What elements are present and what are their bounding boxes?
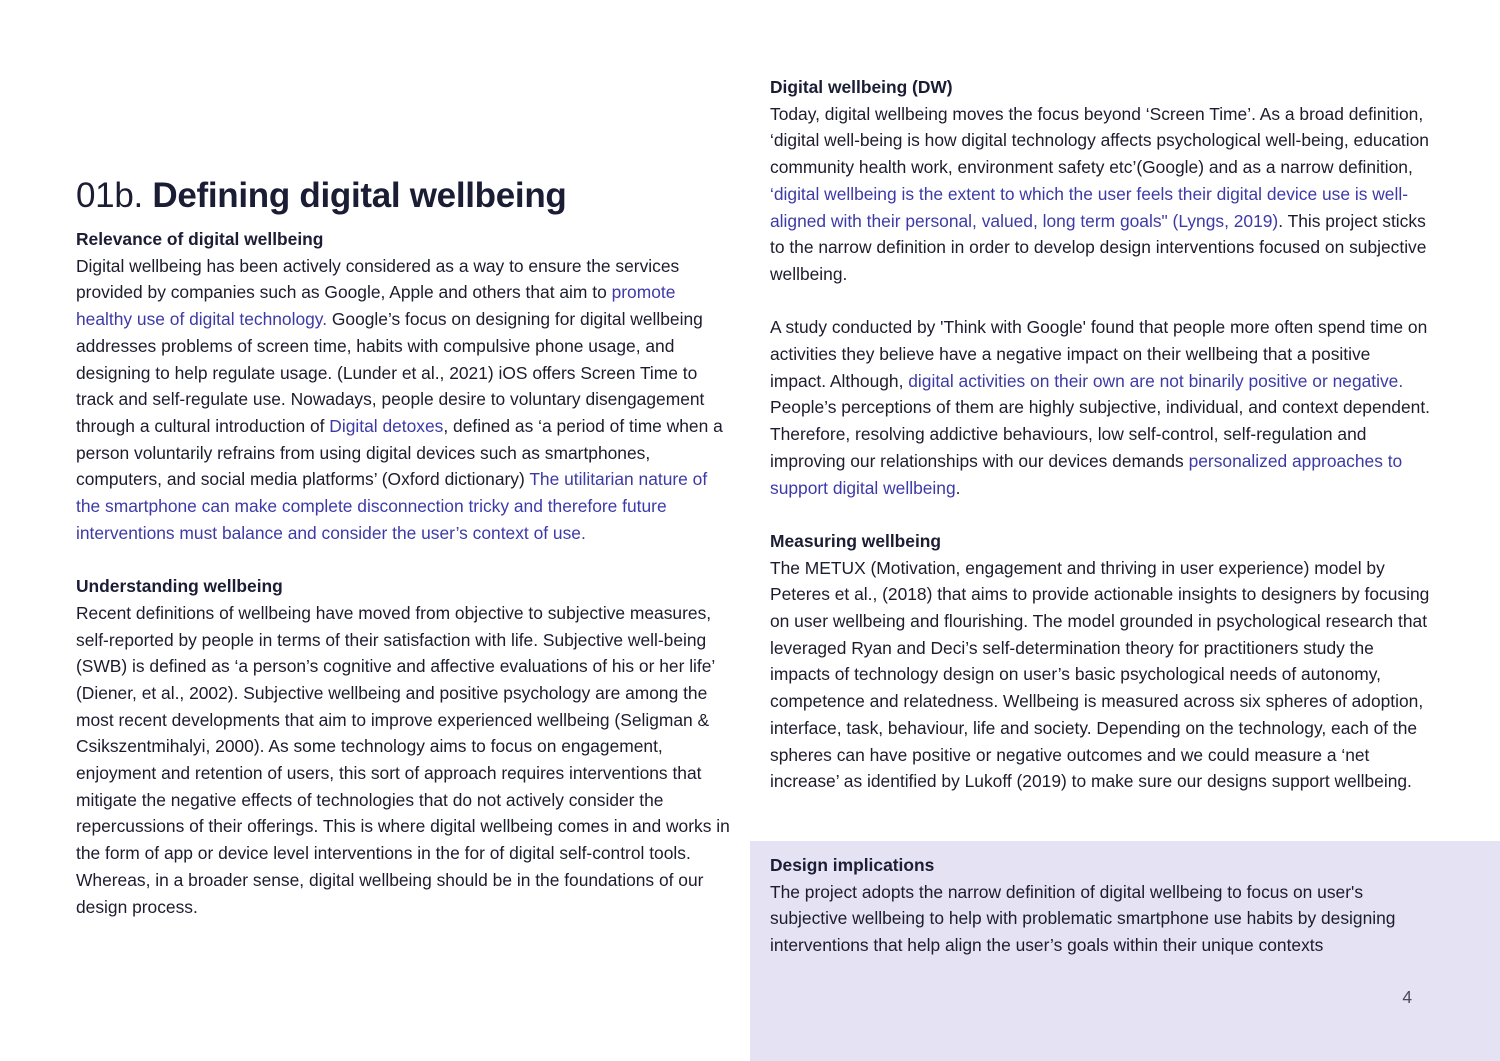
implications-paragraph: The project adopts the narrow definition of digital wellbeing to focus on user's subjective wellbeing to help with problematic smartphone use habits by designing interventions that help align the user’s goals within their unique contexts [770,881,1396,956]
relevance-paragraph [76,253,736,547]
design-implications-panel [750,841,1500,1061]
section-number: 01b. [76,176,143,215]
relevance-text-3: , defined as ‘a period of time when a person voluntarily refrains from using digital devices such as smartphones, computers, and social media platforms’ (Oxford dictionary) [76,415,723,490]
dw-paragraph [770,101,1430,288]
page-number: 4 [1402,987,1412,1007]
highlight-narrow-definition: ‘digital wellbeing is the extent to which the user feels their digital device use is well-aligned with their personal, valued, long term goals" (Lyngs, 2019) [770,183,1408,231]
study-text-2: People’s perceptions of them are highly subjective, individual, and context dependent. Therefore, resolving addictive behaviours, low self-control, self-regulation and improving our relationships with our devices demands [770,397,1430,471]
measuring-paragraph: The METUX (Motivation, engagement and thriving in user experience) model by Peteres et al., (2018) that aims to provide actionable insights to designers by focusing on user wellbeing and flourishing. The model grounded in psychological research that leveraged Ryan and Deci’s self-determination theory for practitioners study the impacts of technology design on user’s basic psychological needs of autonomy, competence and relatedness. Wellbeing is measured across six spheres of adoption, interface, task, behaviour, life and society. Depending on the technology, each of the spheres can have positive or negative outcomes and we could measure a ‘net increase’ as identified by Lukoff (2019) to make sure our designs support wellbeing. [770,557,1430,792]
understanding-paragraph: Recent definitions of wellbeing have moved from objective to subjective measures, self-reported by people in terms of their satisfaction with life. Subjective well-being (SWB) is defined as ‘a person’s cognitive and affective evaluations of his or her life’ (Diener, et al., 2002). Subjective wellbeing and positive psychology are among the most recent developments that aim to improve experienced wellbeing (Seligman & Csikszentmihalyi, 2000). As some technology aims to focus on engagement, enjoyment and retention of users, this sort of approach requires interventions that mitigate the negative effects of technologies that do not actively consider the repercussions of their offerings. This is where digital wellbeing comes in and works in the form of app or device level interventions in the for of digital self-control tools. Whereas, in a broader sense, digital wellbeing should be in the foundations of our design process. [76,602,730,917]
relevance-text-1: Digital wellbeing has been actively considered as a way to ensure the services provided by companies such as Google, Apple and others that aim to [76,255,680,303]
dw-text-2: . This project sticks to the narrow definition in order to develop design interventions focused on subjective wellbeing. [770,210,1427,284]
page-title [76,172,736,220]
right-column [770,74,1430,795]
left-column [76,172,736,920]
section-title: Defining digital wellbeing [152,176,567,215]
highlight-digital-detoxes: Digital detoxes [329,415,444,436]
measuring-heading: Measuring wellbeing [770,530,942,551]
understanding-heading: Understanding wellbeing [76,576,283,597]
implications-heading: Design implications [770,855,935,875]
implications-content [770,852,1430,959]
study-paragraph [770,314,1430,501]
study-text-3: . [955,477,961,498]
highlight-healthy-use: promote healthy use of digital technology. [76,282,676,330]
relevance-text-2: Google’s focus on designing for digital wellbeing addresses problems of screen time, habits with compulsive phone usage, and designing to help regulate usage. (Lunder et al., 2021) iOS offers Screen Time to track and self-regulate use. Nowadays, people desire to voluntary disengagement through a cultural introduction of [76,309,705,436]
study-text-1: A study conducted by 'Think with Google' found that people more often spend time on activities they believe have a negative impact on their wellbeing that a positive impact. Although, [770,317,1428,391]
dw-heading: Digital wellbeing (DW) [770,77,953,97]
highlight-personalized: personalized approaches to support digital wellbeing [770,450,1403,498]
relevance-heading: Relevance of digital wellbeing [76,229,324,249]
highlight-utilitarian: The utilitarian nature of the smartphone can make complete disconnection tricky and therefore future interventions must balance and consider the user’s context of use. [76,469,708,543]
highlight-binarily: digital activities on their own are not binarily positive or negative. [908,370,1404,391]
dw-text-1: Today, digital wellbeing moves the focus beyond ‘Screen Time’. As a broad definition, ‘digital well-being is how digital technology affects psychological well-being, education community health work, environment safety etc’(Google) and as a narrow definition, [770,103,1429,178]
